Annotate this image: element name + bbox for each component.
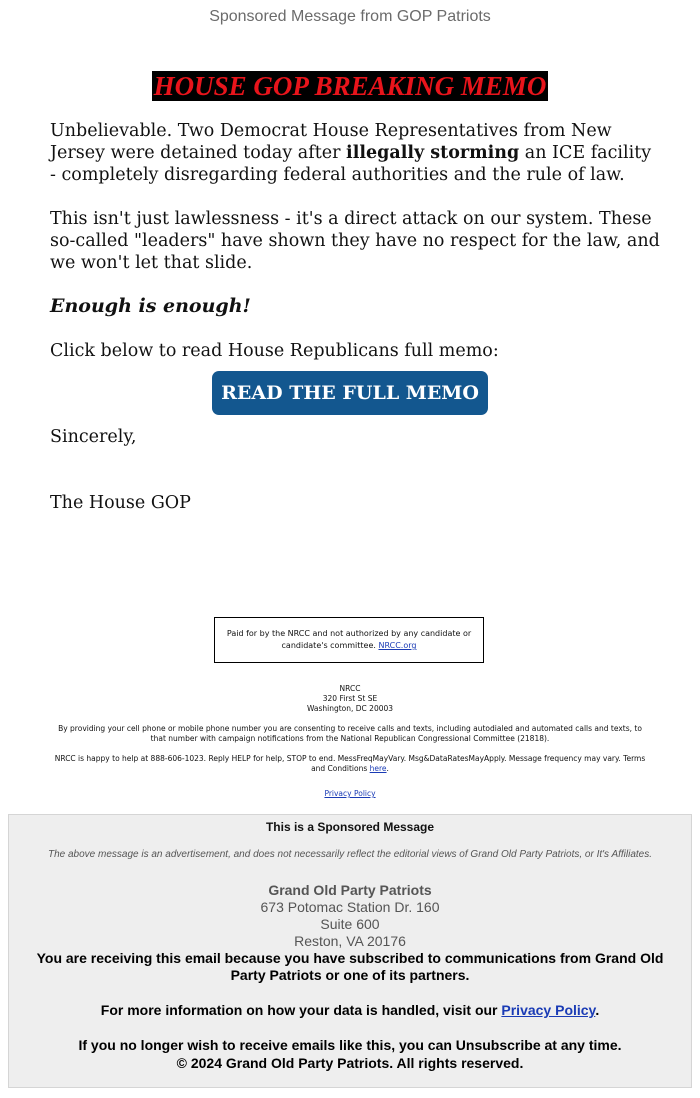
sponsored-footer: [8, 814, 692, 1088]
footer-disclaimer: The above message is an advertisement, and does not necessarily reflect the editorial views of Grand Old Party Patriots, or It's Affiliates.: [47, 849, 653, 860]
memo-paragraph-1-end: an ICE facility - completely disregarding federal authorities and the rule of law.: [50, 143, 652, 185]
memo-cta-intro: Click below to read House Republicans full memo:: [50, 341, 499, 361]
nrcc-street: 320 First St SE: [322, 694, 378, 703]
read-full-memo-button[interactable]: READ THE FULL MEMO: [212, 371, 488, 415]
footer-privacy-policy-link[interactable]: Privacy Policy: [501, 1002, 596, 1018]
sms-consent-text: By providing your cell phone or mobile phone number you are consenting to receive calls and texts, including autodialed and automated calls and texts, to that number with campaign notifications from the National Republican Congressional Committee (21818).: [58, 724, 642, 743]
sms-help-end: .: [386, 764, 389, 773]
footer-address-line-1: 673 Potomac Station Dr. 160: [260, 899, 440, 915]
cta-container: [0, 371, 700, 415]
footer-address-line-3: Reston, VA 20176: [294, 933, 406, 949]
footer-data-info-text: For more information on how your data is handled, visit our: [100, 1002, 502, 1018]
nrcc-link[interactable]: NRCC.org: [378, 641, 417, 650]
signature: The House GOP: [50, 493, 191, 513]
sms-help-text: [50, 754, 650, 774]
footer-org-name: Grand Old Party Patriots: [268, 882, 432, 898]
privacy-policy-container: [50, 789, 650, 799]
sms-help-body: NRCC is happy to help at 888-606-1023. Reply HELP for help, STOP to end. MessFreqMayVary. Msg&DataRatesMayApply. Message frequency may vary. Terms and Conditions: [54, 754, 646, 773]
nrcc-address: [50, 684, 650, 714]
terms-here-link[interactable]: here: [369, 764, 387, 773]
footer-address-line-2: Suite 600: [320, 916, 380, 932]
footer-title: This is a Sponsored Message: [265, 820, 435, 834]
nrcc-city: Washington, DC 20003: [306, 704, 394, 713]
footer-data-info-end: .: [595, 1002, 600, 1018]
memo-headline: HOUSE GOP BREAKING MEMO: [153, 71, 547, 101]
nrcc-org-name: NRCC: [339, 684, 361, 693]
paid-for-text: Paid for by the NRCC and not authorized by any candidate or candidate's committee.: [226, 629, 472, 650]
memo-paragraph-1-emphasis: illegally storming: [346, 143, 520, 163]
paid-for-disclaimer-box: [214, 617, 484, 663]
memo-headline-container: [0, 71, 700, 101]
memo-paragraph-1-start: Unbelievable. Two Democrat House Representatives from New Jersey were detained today after: [50, 121, 612, 163]
footer-data-info: [9, 1002, 691, 1018]
privacy-policy-link[interactable]: Privacy Policy: [324, 789, 376, 798]
memo-paragraph-2: This isn't just lawlessness - it's a direct attack on our system. These so-called "leaders" have shown they have no respect for the law, and we won't let that slide.: [50, 209, 660, 273]
footer-unsubscribe-text: If you no longer wish to receive emails like this, you can Unsubscribe at any time.: [78, 1037, 622, 1053]
closing-salutation: Sincerely,: [50, 427, 137, 447]
footer-copyright: © 2024 Grand Old Party Patriots. All rights reserved.: [176, 1055, 524, 1071]
sponsored-header: Sponsored Message from GOP Patriots: [209, 8, 491, 25]
memo-paragraph-1: [50, 120, 660, 186]
footer-subscription-notice: You are receiving this email because you have subscribed to communications from Grand Old Party Patriots or one of its partners.: [36, 950, 664, 983]
memo-emphasis-line: Enough is enough!: [50, 295, 251, 317]
